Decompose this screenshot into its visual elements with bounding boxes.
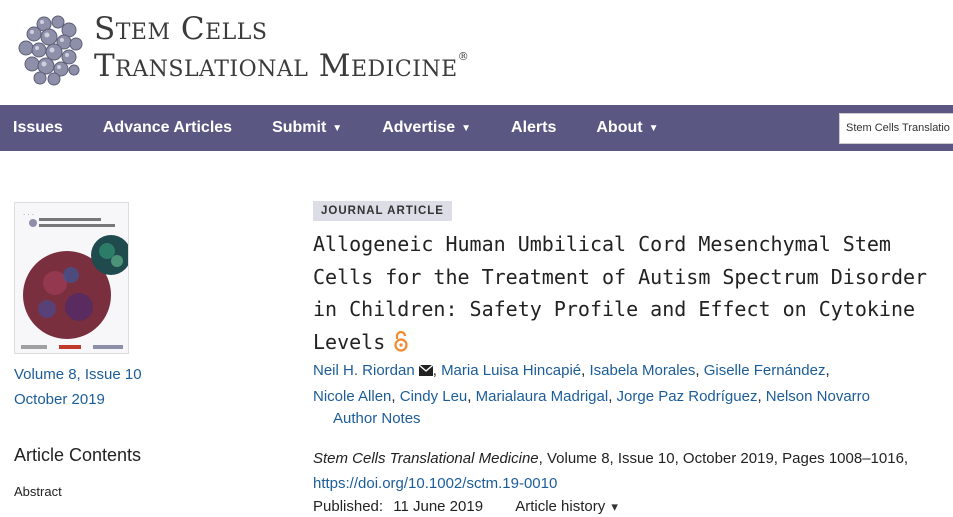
nav-item-advertise[interactable] xyxy=(382,119,471,137)
volume-issue-link[interactable]: Volume 8, Issue 10 xyxy=(14,366,142,383)
article-title-text: Allogeneic Human Umbilical Cord Mesenchymal Stem Cells for the Treatment of Autism Spectrum Disorder in Children: Safety Profile and Effect on Cytokine Levels xyxy=(313,232,928,354)
author-notes-link[interactable]: Author Notes xyxy=(333,410,421,427)
chevron-down-icon: ▼ xyxy=(332,122,343,134)
author-link[interactable]: Nicole Allen xyxy=(313,387,392,405)
citation xyxy=(313,446,948,496)
chevron-down-icon: ▼ xyxy=(461,122,472,134)
nav-item-label: Submit xyxy=(272,119,327,136)
nav-item-label: Issues xyxy=(13,119,63,136)
author-link[interactable]: Jorge Paz Rodríguez xyxy=(616,387,758,405)
nav-item-issues[interactable] xyxy=(13,119,63,137)
article-type-badge: JOURNAL ARTICLE xyxy=(313,201,452,221)
author-link[interactable]: Nelson Novarro xyxy=(765,387,871,405)
author-separator: , xyxy=(695,362,704,379)
author-separator: , xyxy=(391,387,400,405)
logo-trademark: ® xyxy=(457,50,470,63)
author-link[interactable]: Isabela Morales xyxy=(589,362,696,379)
author-link[interactable]: Neil H. Riordan xyxy=(313,362,415,379)
author-link[interactable]: Maria Luisa Hincapié xyxy=(441,362,582,379)
author-link[interactable]: Giselle Fernández xyxy=(703,362,826,379)
author-separator: , xyxy=(581,362,590,379)
author-link[interactable]: Cindy Leu xyxy=(399,387,468,405)
article-contents-heading: Article Contents xyxy=(14,445,142,465)
nav-item-about[interactable] xyxy=(596,119,658,137)
article-history-label: Article history xyxy=(515,498,606,515)
search-scope-select[interactable]: Stem Cells Translatio xyxy=(839,113,953,144)
chevron-down-icon: ▾ xyxy=(611,499,618,514)
published-date: 11 June 2019 xyxy=(393,498,484,515)
citation-details: , Volume 8, Issue 10, October 2019, Pages 1008–1016, xyxy=(538,450,909,467)
nav-item-label: Advance Articles xyxy=(102,119,233,136)
nav-item-label: Advertise xyxy=(382,119,456,136)
article-title xyxy=(313,228,943,358)
logo-line-2 xyxy=(94,48,470,84)
author-separator: , xyxy=(608,387,617,405)
author-separator: , xyxy=(467,387,476,405)
cover-art-icon xyxy=(15,203,129,354)
masthead xyxy=(0,0,953,105)
nav-item-submit[interactable] xyxy=(272,119,342,137)
published-label: Published: xyxy=(313,498,384,515)
author-separator: , xyxy=(825,362,830,379)
citation-journal: Stem Cells Translational Medicine xyxy=(313,450,539,467)
nav-item-label: Alerts xyxy=(511,119,557,136)
logo-line-1: Stem Cells xyxy=(94,11,268,47)
journal-logo-text[interactable] xyxy=(94,11,470,84)
logo-line-2-text: Translational Medicine xyxy=(94,48,458,84)
envelope-icon[interactable] xyxy=(419,365,433,376)
author-separator: , xyxy=(757,387,766,405)
main-nav xyxy=(0,105,953,151)
publication-info xyxy=(313,498,618,515)
issue-cover-image[interactable] xyxy=(14,202,129,354)
svg-text:· · ·: · · · xyxy=(23,211,35,219)
author-separator: , xyxy=(432,362,442,379)
contents-item-abstract[interactable]: Abstract xyxy=(14,484,62,499)
open-access-icon xyxy=(393,330,409,352)
doi-link[interactable]: https://doi.org/10.1002/sctm.19-0010 xyxy=(313,475,558,492)
nav-item-alerts[interactable] xyxy=(511,119,556,137)
nav-item-label: About xyxy=(596,119,643,136)
nav-item-advance-articles[interactable] xyxy=(103,119,232,137)
author-list xyxy=(313,358,943,409)
chevron-down-icon: ▼ xyxy=(648,122,659,134)
author-link[interactable]: Marialaura Madrigal xyxy=(475,387,609,405)
article-history-toggle[interactable] xyxy=(515,498,618,515)
issue-date-link[interactable]: October 2019 xyxy=(14,391,105,408)
cell-cluster-logo-icon[interactable] xyxy=(14,12,86,86)
